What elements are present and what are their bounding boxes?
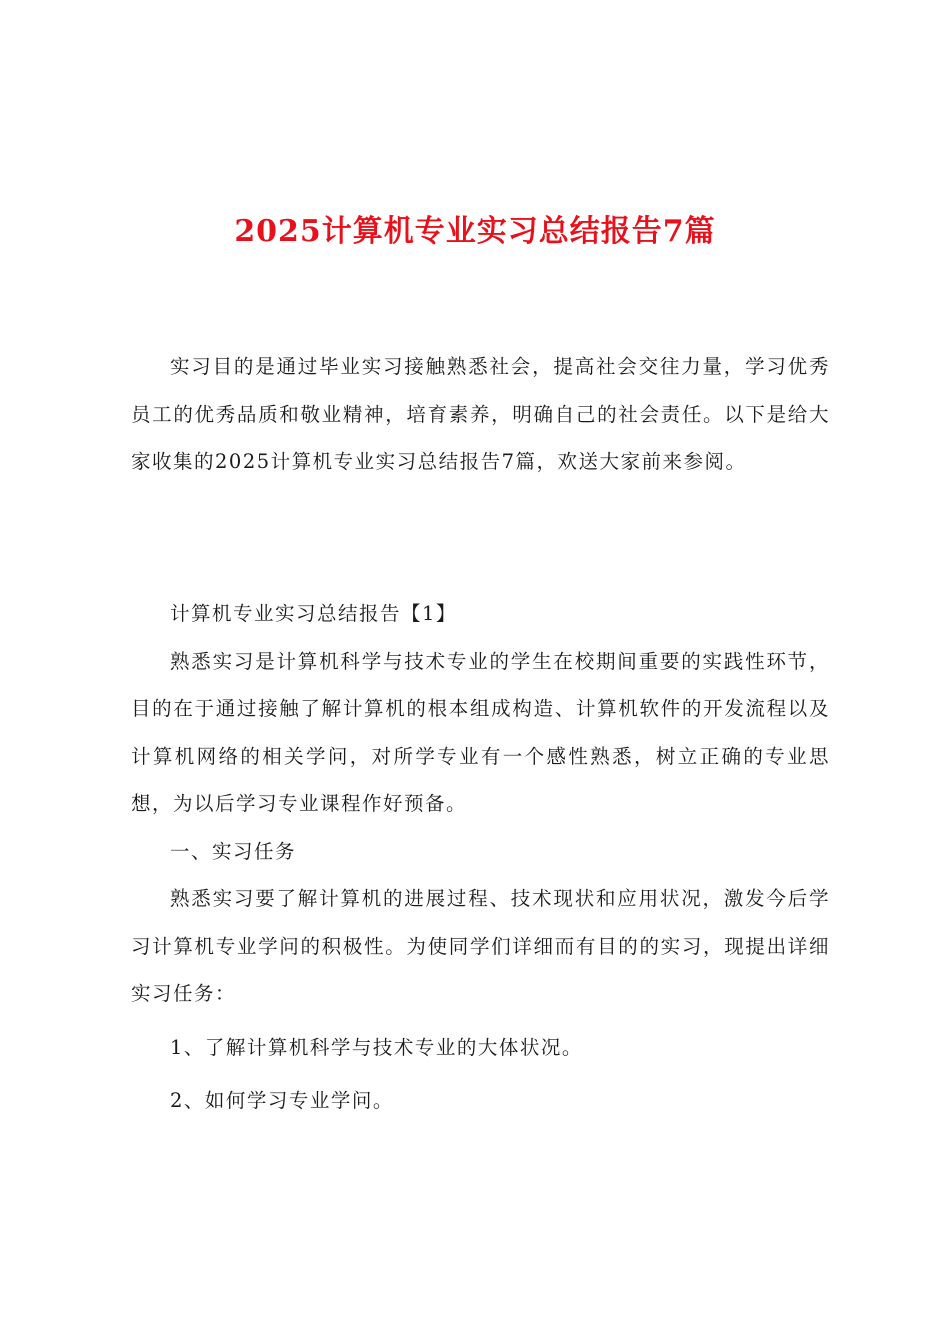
section-block [131,590,830,1125]
document-title: 2025计算机专业实习总结报告7篇 [234,214,716,249]
list-item: 1、了解计算机科学与技术专业的大体状况。 [170,1035,583,1059]
subheading-tasks: 一、实习任务 [170,839,297,863]
list-item: 2、如何学习专业学问。 [170,1089,394,1112]
section-heading: 计算机专业实习总结报告【1】 [170,602,457,625]
body-paragraph: 熟悉实习是计算机科学与技术专业的学生在校期间重要的实践性环节，目的在于通过接触了解计算机的根本组成构造、计算机软件的开发流程以及计算机网络的相关学问，对所学专业有一个感性熟悉，树立正确的专业思想，为以后学习专业课程作好预备。 [131,649,830,815]
body-paragraph: 熟悉实习要了解计算机的进展过程、技术现状和应用状况，激发今后学习计算机专业学问的积极性。为使同学们详细而有目的的实习，现提出详细实习任务： [131,887,830,1005]
intro-block [131,343,830,486]
intro-paragraph: 实习目的是通过毕业实习接触熟悉社会，提高社会交往力量，学习优秀员工的优秀品质和敬业精神，培育素养，明确自己的社会责任。以下是给大家收集的2025计算机专业实习总结报告7篇，欢送大家前来参阅。 [131,355,830,473]
